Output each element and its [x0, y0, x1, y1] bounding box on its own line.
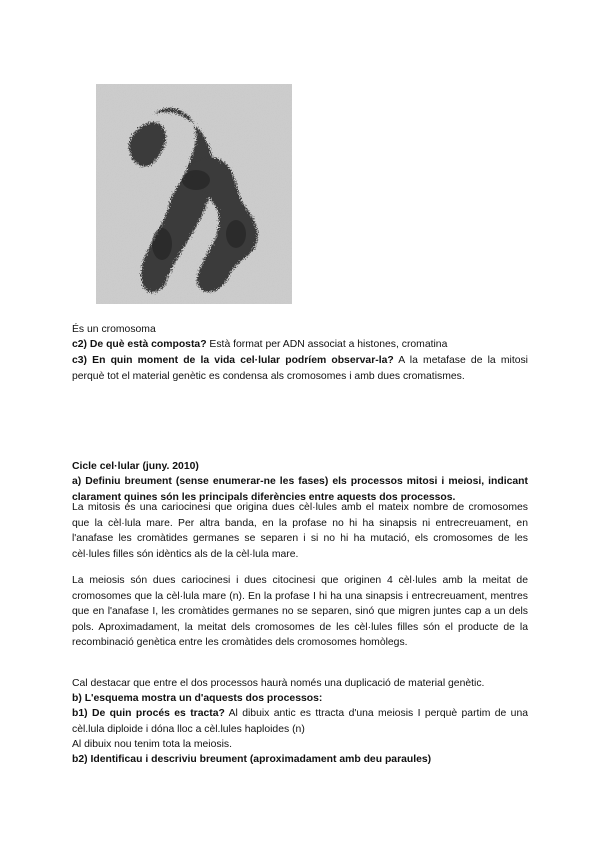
question-b	[72, 691, 528, 707]
mitosis-paragraph	[72, 500, 528, 562]
meiosis-paragraph	[72, 573, 528, 651]
chromosome-icon	[96, 84, 292, 304]
question-b2	[72, 752, 528, 768]
answer-intro-text: És un cromosoma	[72, 324, 156, 335]
question-c3	[72, 353, 528, 384]
question-b1-extra-text: Al dibuix nou tenim tota la meiosis.	[72, 739, 232, 750]
question-c3-label: c3) En quin moment de la vida cel·lular podríem observar-la?	[72, 355, 394, 366]
question-b-label: b) L'esquema mostra un d'aquests dos processos:	[72, 693, 323, 704]
question-b2-label: b2) Identificau i descriviu breument (aproximadament amb deu paraules)	[72, 754, 432, 765]
question-b1-label: b1) De quin procés es tracta?	[72, 708, 225, 719]
question-a-label: a) Definiu breument (sense enumerar-ne les fases) els processos mitosi i meiosi, indicant clarament quines són les principals diferències entre aquests dos processos.	[72, 476, 528, 503]
note-paragraph	[72, 676, 528, 692]
chromosome-micrograph	[96, 84, 292, 304]
section-title	[72, 459, 528, 475]
answer-c3-text: A la metafase de la mitosi perquè tot el material genètic es condensa als cromosomes i amb dues cromatismes.	[72, 355, 528, 382]
section-title-text: Cicle cel·lular (juny. 2010)	[72, 461, 199, 472]
question-c2-label: c2) De què està composta?	[72, 339, 207, 350]
answer-b1-text: Al dibuix antic es ttracta d'una meiosis I perquè partim de una cèl.lula diploide i dóna lloc a cèl.lules haploides (n)	[72, 708, 528, 735]
question-b1-extra	[72, 737, 528, 753]
question-b1	[72, 706, 528, 737]
answer-c2-text: Està format per ADN associat a histones, cromatina	[206, 339, 448, 350]
answer-intro	[72, 322, 528, 338]
question-c2	[72, 337, 528, 353]
meiosis-paragraph-text: La meiosis són dues cariocinesi i dues citocinesi que originen 4 cèl·lules amb la meitat de cromosomes que la cèl·lula mare (n). En la profase I hi ha una sinapsis i entrecreuament, mentres que en l'anafase I, les cromàtides germanes no se separen, sinó que migren juntes cap a un dels pols. Aproximadament, la meitat dels cromosomes de les cèl·lules filles són el producte de la recombinació genètica entre les cromàtides dels cromosomes homòlegs.	[72, 575, 528, 648]
mitosis-paragraph-text: La mitosis és una cariocinesi que origina dues cèl·lules amb el mateix nombre de cromosomes que la cèl·lula mare. Per altra banda, en la profase no hi ha sinapsis ni entrecreuament, en l'anafase les cromàtides germanes se separen i si no hi ha mutació, els cromosomes de les cèl·lules filles són idèntics als de la cèl·lula mare.	[72, 502, 528, 560]
note-text: Cal destacar que entre el dos processos haurà només una duplicació de material genètic.	[72, 678, 485, 689]
